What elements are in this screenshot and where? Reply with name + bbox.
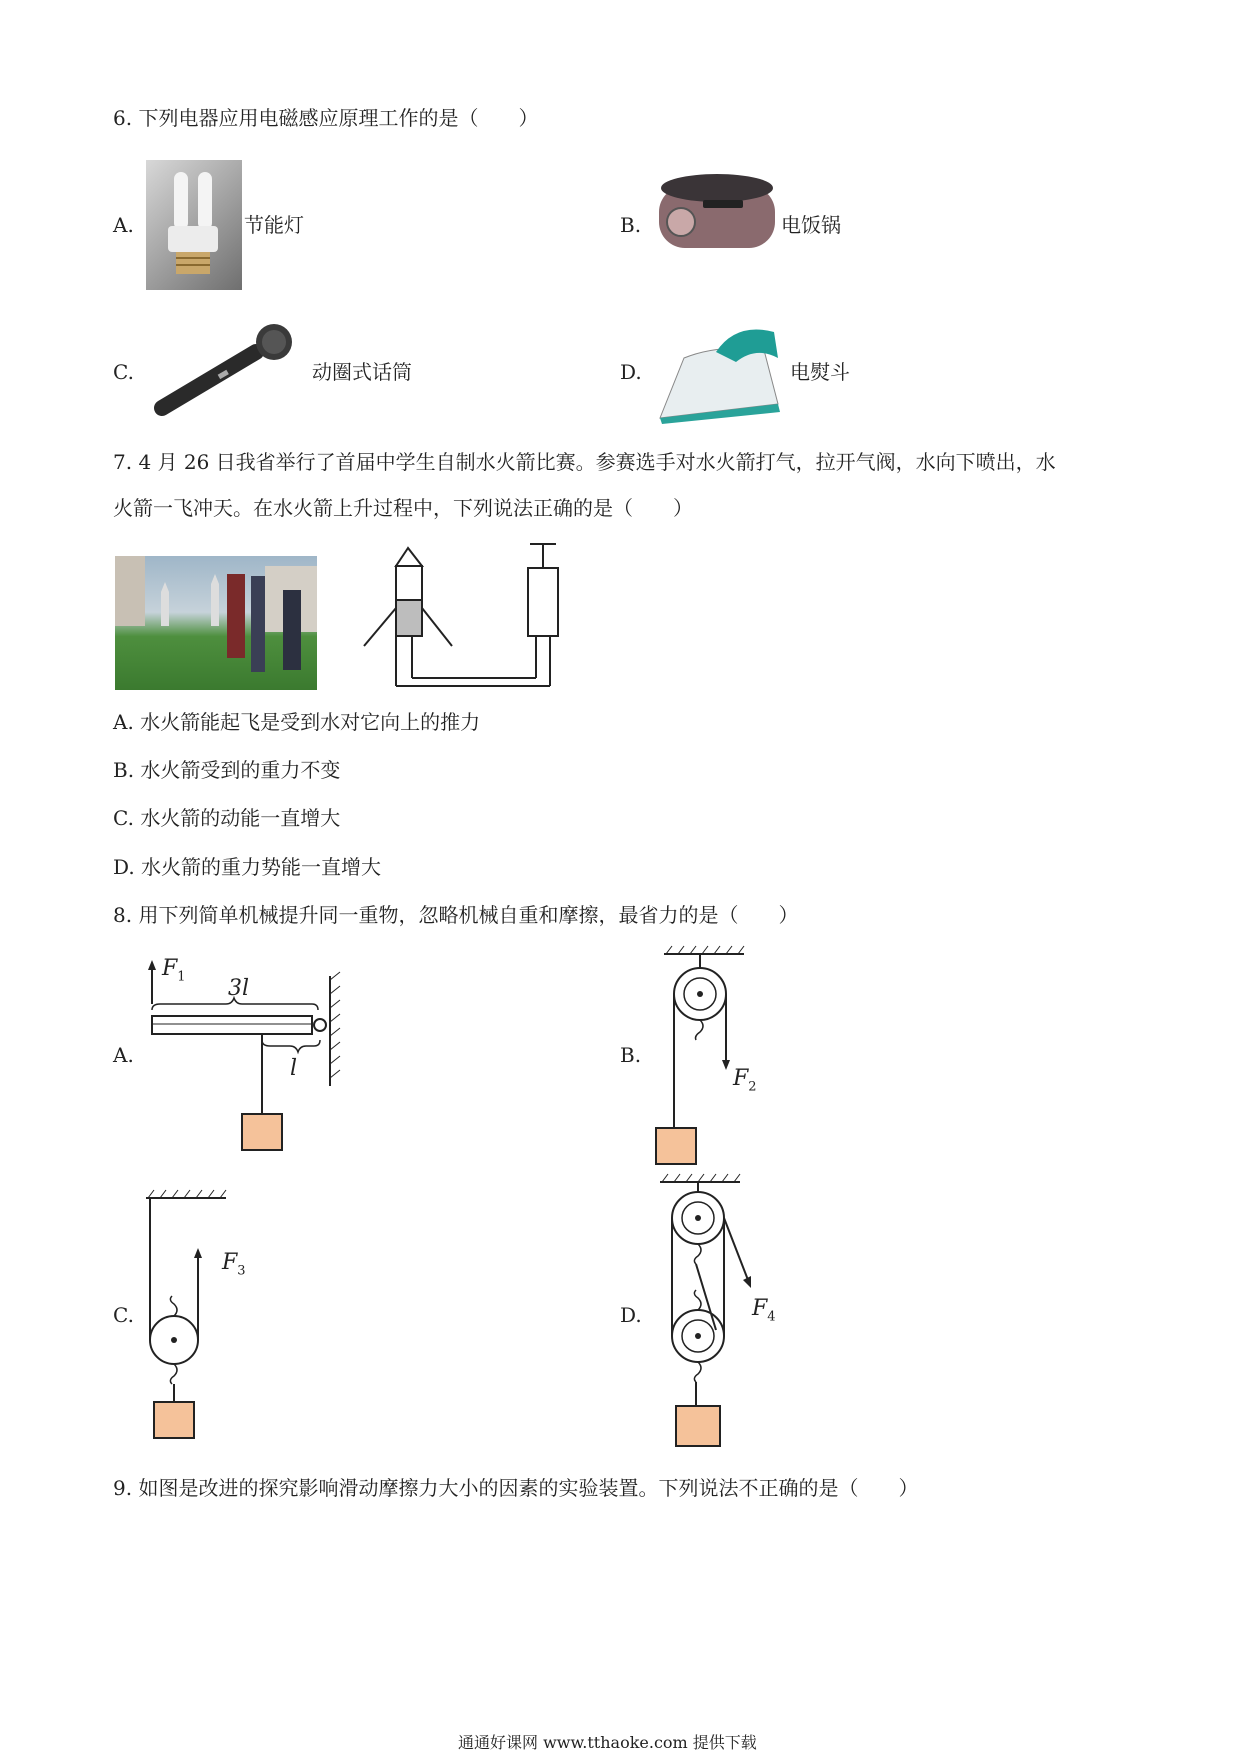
weight-block bbox=[154, 1402, 194, 1438]
q7-stem-line-2: 火箭一飞冲天。在水火箭上升过程中，下列说法正确的是（ ） bbox=[113, 496, 693, 520]
q7-option-d-text: 水火箭的重力势能一直增大 bbox=[141, 855, 382, 879]
q7-option-d bbox=[113, 857, 381, 877]
q8-d-force-label: $F_4$ bbox=[752, 1296, 776, 1325]
movable-pulley-diagram bbox=[140, 1190, 250, 1440]
q8-c-force-label: $F_3$ bbox=[222, 1250, 246, 1279]
q9-stem: 9. 如图是改进的探究影响滑动摩擦力大小的因素的实验装置。下列说法不正确的是（ ） bbox=[113, 1476, 919, 1500]
q8-a-force-label: $F_1$ bbox=[162, 956, 186, 985]
q7-option-d-letter: D. bbox=[113, 855, 135, 879]
q8-option-d-letter: D. bbox=[620, 1303, 642, 1327]
q7-option-b-text: 水火箭受到的重力不变 bbox=[140, 758, 341, 782]
q7-option-b-letter: B. bbox=[113, 758, 135, 782]
cfl-bulb-icon bbox=[146, 160, 242, 290]
rocket-competition-photo bbox=[115, 556, 317, 690]
q6-option-a-letter: A. bbox=[113, 213, 134, 237]
weight-block bbox=[242, 1114, 282, 1150]
weight-block bbox=[656, 1128, 696, 1164]
q7-option-b bbox=[113, 760, 340, 780]
q6-option-c-label: 动圈式话筒 bbox=[312, 360, 412, 384]
q6-option-d-label: 电熨斗 bbox=[790, 360, 850, 384]
q6-stem: 6. 下列电器应用电磁感应原理工作的是（ ） bbox=[113, 106, 539, 130]
q7-option-c-letter: C. bbox=[113, 806, 134, 830]
q6-option-b-letter: B. bbox=[620, 213, 642, 237]
rice-cooker-icon bbox=[655, 168, 780, 252]
steam-iron-icon bbox=[656, 322, 786, 426]
q8-option-b-letter: B. bbox=[620, 1043, 642, 1067]
q7-option-c bbox=[113, 808, 340, 828]
q6-option-b-label: 电饭锅 bbox=[781, 213, 841, 237]
fixed-pulley-diagram bbox=[650, 940, 770, 1170]
q6-option-a-label: 节能灯 bbox=[244, 213, 304, 237]
q8-option-a-letter: A. bbox=[113, 1043, 134, 1067]
water-rocket-diagram bbox=[360, 538, 580, 698]
q8-option-c-letter: C. bbox=[113, 1303, 134, 1327]
page-footer: 通通好课网 www.tthaoke.com 提供下载 bbox=[458, 1733, 757, 1752]
microphone-icon bbox=[148, 326, 300, 422]
q8-b-force-label: $F_2$ bbox=[733, 1066, 757, 1095]
q8-a-arm-l-label: l bbox=[290, 1056, 298, 1081]
q6-option-c-letter: C. bbox=[113, 360, 134, 384]
q6-option-d-letter: D. bbox=[620, 360, 642, 384]
q7-option-c-text: 水火箭的动能一直增大 bbox=[140, 806, 341, 830]
weight-block bbox=[676, 1406, 720, 1446]
q8-a-arm-3l-label: 3l bbox=[228, 976, 250, 1001]
q8-stem: 8. 用下列简单机械提升同一重物，忽略机械自重和摩擦，最省力的是（ ） bbox=[113, 903, 799, 927]
q7-option-a bbox=[113, 712, 480, 732]
q7-stem-line-1: 7. 4 月 26 日我省举行了首届中学生自制水火箭比赛。参赛选手对水火箭打气，拉开气阀，水向下喷出，水 bbox=[113, 450, 1056, 474]
q7-option-a-text: 水火箭能起飞是受到水对它向上的推力 bbox=[140, 710, 481, 734]
q7-option-a-letter: A. bbox=[113, 710, 134, 734]
